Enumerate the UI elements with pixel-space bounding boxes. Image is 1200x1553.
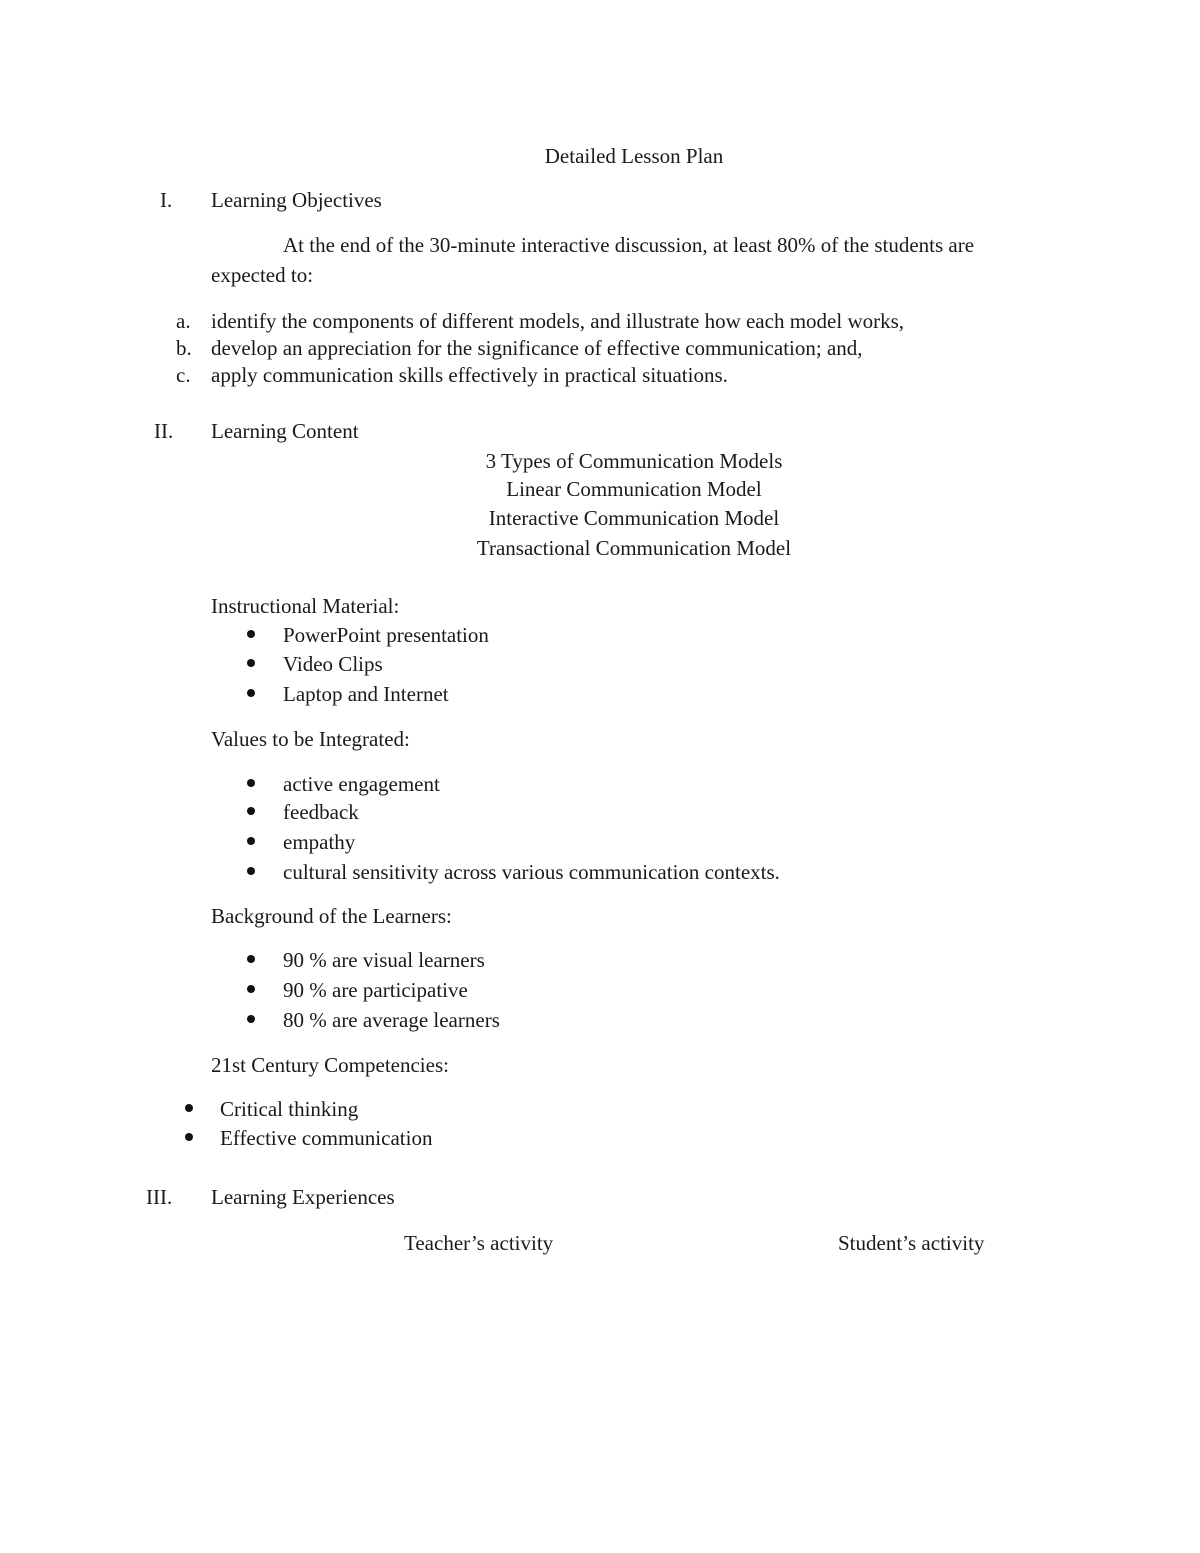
background-item: 90 % are visual learners: [283, 948, 485, 972]
competency-item: Effective communication: [220, 1126, 433, 1150]
bullet-icon: [247, 659, 255, 667]
content-topic: Interactive Communication Model: [488, 506, 780, 530]
value-item: feedback: [283, 800, 359, 824]
bullet-icon: [247, 689, 255, 697]
bullet-icon: [247, 985, 255, 993]
instructional-material-label: Instructional Material:: [211, 594, 400, 618]
bullet-icon: [185, 1133, 193, 1141]
content-topic: Transactional Communication Model: [476, 536, 792, 560]
objective-item: apply communication skills effectively in practical situations.: [211, 363, 728, 387]
bullet-icon: [247, 630, 255, 638]
bullet-icon: [247, 867, 255, 875]
material-item: Laptop and Internet: [283, 682, 449, 706]
objective-marker: c.: [176, 363, 191, 387]
material-item: PowerPoint presentation: [283, 623, 489, 647]
background-item: 80 % are average learners: [283, 1008, 500, 1032]
bullet-icon: [247, 1015, 255, 1023]
section-numeral-content: II.: [154, 419, 174, 443]
section-heading-content: Learning Content: [211, 419, 359, 443]
values-label: Values to be Integrated:: [211, 727, 410, 751]
content-topic: Linear Communication Model: [506, 477, 762, 501]
objective-item: develop an appreciation for the significance of effective communication; and,: [211, 336, 863, 360]
objective-item: identify the components of different models, and illustrate how each model works,: [211, 309, 905, 333]
bullet-icon: [185, 1104, 193, 1112]
objective-marker: b.: [176, 336, 192, 360]
section-heading-objectives: Learning Objectives: [211, 188, 382, 212]
bullet-icon: [247, 779, 255, 787]
bullet-icon: [247, 837, 255, 845]
background-item: 90 % are participative: [283, 978, 468, 1002]
material-item: Video Clips: [283, 652, 383, 676]
bullet-icon: [247, 955, 255, 963]
objectives-intro-line2: expected to:: [211, 263, 314, 287]
section-numeral-experiences: III.: [146, 1185, 173, 1209]
competencies-label: 21st Century Competencies:: [211, 1053, 449, 1077]
value-item: cultural sensitivity across various communication contexts.: [283, 860, 780, 884]
bullet-icon: [247, 807, 255, 815]
background-label: Background of the Learners:: [211, 904, 452, 928]
objective-marker: a.: [176, 309, 191, 333]
value-item: empathy: [283, 830, 356, 854]
section-numeral-objectives: I.: [160, 188, 173, 212]
content-topic-heading: 3 Types of Communication Models: [485, 449, 783, 473]
section-heading-experiences: Learning Experiences: [211, 1185, 395, 1209]
column-header-student: Student’s activity: [838, 1231, 985, 1255]
objectives-intro-line1: At the end of the 30-minute interactive discussion, at least 80% of the students are: [283, 233, 975, 257]
value-item: active engagement: [283, 772, 440, 796]
document-title: Detailed Lesson Plan: [544, 144, 724, 168]
competency-item: Critical thinking: [220, 1097, 359, 1121]
column-header-teacher: Teacher’s activity: [404, 1231, 554, 1255]
